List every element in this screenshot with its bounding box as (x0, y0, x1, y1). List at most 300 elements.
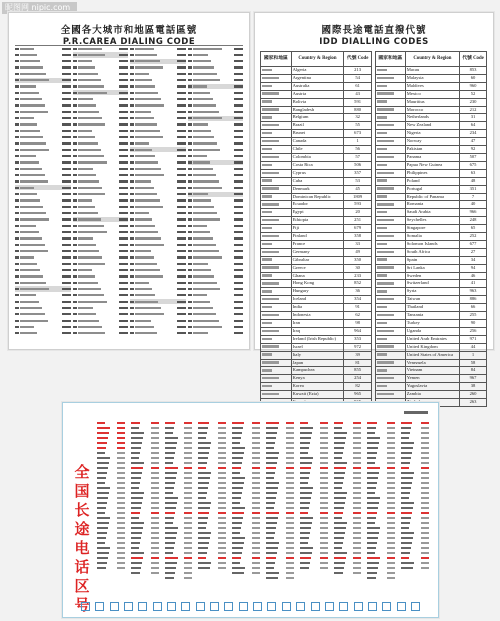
prc-row (73, 318, 129, 323)
idd-code: 230 (460, 98, 487, 106)
idd-row (261, 209, 372, 217)
idd-country-name: Mauritius (405, 98, 459, 106)
idd-row (261, 217, 372, 225)
idd-country-name: Philippines (405, 169, 459, 177)
idd-code: 256 (460, 327, 487, 335)
china-line (334, 541, 362, 545)
idd-cn-name (376, 225, 406, 233)
idd-country-name: Ghana (291, 272, 344, 280)
china-line (367, 541, 395, 545)
idd-code: 972 (344, 343, 372, 351)
china-line (401, 476, 429, 480)
china-line (401, 521, 429, 525)
idd-cn-name (376, 272, 406, 280)
prc-row (130, 78, 186, 83)
idd-country-name: Singapore (405, 225, 459, 233)
china-line (334, 521, 362, 525)
china-line (198, 551, 226, 555)
china-line (232, 566, 260, 570)
idd-code: 677 (460, 240, 487, 248)
idd-code: 965 (344, 391, 372, 399)
idd-row (261, 304, 372, 312)
china-line (401, 441, 429, 445)
china-line (131, 441, 159, 445)
idd-country-name: Venezuela (405, 359, 459, 367)
idd-cn-name (261, 169, 292, 177)
prc-row (130, 103, 186, 108)
china-line (131, 461, 159, 465)
china-line (334, 566, 362, 570)
postcode-box (138, 602, 147, 611)
china-line (266, 551, 294, 555)
china-line (198, 506, 226, 510)
prc-row (188, 154, 244, 159)
china-line (97, 481, 125, 485)
idd-row (376, 359, 487, 367)
prc-row (188, 147, 244, 152)
china-line (97, 521, 125, 525)
china-line (131, 426, 159, 430)
china-line (97, 531, 125, 535)
prc-row (15, 286, 71, 291)
idd-cn-name (261, 177, 292, 185)
china-line (266, 426, 294, 430)
prc-row (15, 84, 71, 89)
idd-cn-name (376, 90, 406, 98)
prc-row (130, 122, 186, 127)
china-line (266, 421, 294, 425)
china-line (131, 456, 159, 460)
idd-row (261, 106, 372, 114)
prc-row (188, 286, 244, 291)
china-line (131, 551, 159, 555)
postcode-box (124, 602, 133, 611)
idd-code: 967 (460, 375, 487, 383)
idd-code: 1 (344, 138, 372, 146)
china-line (334, 491, 362, 495)
prc-row (15, 318, 71, 323)
china-line (131, 486, 159, 490)
idd-country-name: Bolivia (291, 98, 344, 106)
prc-row (15, 261, 71, 266)
idd-row (376, 343, 487, 351)
prc-row (15, 211, 71, 216)
idd-code-card (254, 12, 494, 405)
idd-country-name: Chile (291, 146, 344, 154)
idd-country-name: Hungary (291, 288, 344, 296)
prc-row (73, 198, 129, 203)
idd-cn-name (261, 106, 292, 114)
idd-code: 39 (344, 351, 372, 359)
prc-row (188, 249, 244, 254)
china-line (97, 471, 125, 475)
china-line (232, 441, 260, 445)
prc-row (188, 280, 244, 285)
idd-cn-name (376, 233, 406, 241)
prc-row (188, 71, 244, 76)
china-line (334, 511, 362, 515)
china-line (367, 526, 395, 530)
prc-row (188, 223, 244, 228)
idd-row (376, 90, 487, 98)
china-line (300, 426, 328, 430)
china-line (97, 561, 125, 565)
idd-code: 1 (460, 351, 487, 359)
idd-row (261, 367, 372, 375)
china-line (165, 521, 193, 525)
idd-country-name: Macau (405, 67, 459, 75)
prc-row (73, 52, 129, 57)
china-line (232, 526, 260, 530)
prc-row (15, 97, 71, 102)
prc-row (130, 173, 186, 178)
idd-code: 1809 (344, 193, 372, 201)
prc-row (188, 141, 244, 146)
prc-row (15, 179, 71, 184)
prc-row (15, 122, 71, 127)
idd-row (376, 335, 487, 343)
idd-code: 507 (460, 153, 487, 161)
prc-title-en: P.R.CAREA DIALING CODE (62, 37, 196, 47)
idd-row (261, 320, 372, 328)
prc-row (15, 90, 71, 95)
china-line (334, 506, 362, 510)
idd-country-name: Somalia (405, 233, 459, 241)
idd-cn-name (376, 161, 406, 169)
idd-country-name: Republic of Panama (405, 193, 459, 201)
idd-cn-name (261, 312, 292, 320)
prc-row (15, 198, 71, 203)
china-line (401, 531, 429, 535)
idd-cn-name (376, 201, 406, 209)
idd-code: 52 (460, 90, 487, 98)
china-line (131, 566, 159, 570)
prc-row (15, 135, 71, 140)
china-line (198, 521, 226, 525)
prc-row (130, 59, 186, 64)
china-line (232, 496, 260, 500)
china-line (300, 566, 328, 570)
idd-row (376, 367, 487, 375)
china-line (300, 436, 328, 440)
idd-row (376, 74, 487, 82)
china-line (232, 456, 260, 460)
china-line (232, 421, 260, 425)
idd-country-name: France (291, 240, 344, 248)
prc-row (130, 236, 186, 241)
china-line (232, 431, 260, 435)
china-line (232, 531, 260, 535)
idd-header-en: Country & Region (405, 52, 459, 67)
china-column (367, 421, 395, 581)
china-line (300, 476, 328, 480)
china-line (266, 481, 294, 485)
idd-country-name: Portugal (405, 185, 459, 193)
china-line (367, 521, 395, 525)
china-line (97, 456, 125, 460)
idd-code: 212 (460, 106, 487, 114)
idd-cn-name (376, 264, 406, 272)
prc-row (15, 166, 71, 171)
china-line (300, 541, 328, 545)
idd-row (261, 335, 372, 343)
idd-row (261, 193, 372, 201)
china-line (131, 476, 159, 480)
china-line (401, 536, 429, 540)
idd-country-name: Sri Lanka (405, 264, 459, 272)
china-line (300, 481, 328, 485)
idd-code: 82 (344, 383, 372, 391)
idd-cn-name (261, 74, 292, 82)
idd-code: 263 (460, 399, 487, 407)
prc-row (15, 185, 71, 190)
prc-row (188, 90, 244, 95)
idd-cn-name (376, 114, 406, 122)
prc-row (188, 324, 244, 329)
idd-row (376, 98, 487, 106)
idd-cn-name (261, 343, 292, 351)
china-line (97, 506, 125, 510)
idd-row (261, 130, 372, 138)
china-line (165, 421, 193, 425)
prc-row (130, 185, 186, 190)
idd-cn-name (261, 82, 292, 90)
china-line (97, 516, 125, 520)
postcode-box (210, 602, 219, 611)
idd-code: 61 (344, 82, 372, 90)
idd-cn-name (376, 185, 406, 193)
prc-row (73, 324, 129, 329)
china-line (334, 426, 362, 430)
idd-country-name: Norway (405, 138, 459, 146)
china-line (131, 506, 159, 510)
prc-row (73, 154, 129, 159)
china-line (367, 436, 395, 440)
idd-cn-name (376, 304, 406, 312)
idd-country-name: Ethiopia (291, 217, 344, 225)
idd-code: 98 (344, 320, 372, 328)
prc-row (130, 211, 186, 216)
idd-country-name: Finland (291, 233, 344, 241)
idd-country-name: Thailand (405, 304, 459, 312)
prc-row (73, 286, 129, 291)
prc-row (73, 211, 129, 216)
china-line (97, 551, 125, 555)
idd-country-name: Korea (291, 383, 344, 391)
idd-row (261, 153, 372, 161)
idd-code: 964 (344, 327, 372, 335)
postcode-box (368, 602, 377, 611)
china-column (300, 421, 328, 581)
prc-row (73, 293, 129, 298)
china-line (165, 456, 193, 460)
china-line (266, 496, 294, 500)
idd-cn-name (261, 201, 292, 209)
idd-country-name: Romania (405, 201, 459, 209)
china-line (165, 506, 193, 510)
china-line (131, 501, 159, 505)
china-line (367, 561, 395, 565)
china-line (367, 471, 395, 475)
prc-row (188, 103, 244, 108)
idd-code: 260 (460, 391, 487, 399)
china-line (401, 501, 429, 505)
prc-row (130, 217, 186, 222)
china-line (367, 451, 395, 455)
china-line (131, 436, 159, 440)
china-line (232, 511, 260, 515)
china-line (131, 526, 159, 530)
idd-row (261, 312, 372, 320)
prc-row (15, 65, 71, 70)
idd-row (376, 391, 487, 399)
china-line (334, 551, 362, 555)
idd-cn-name (261, 256, 292, 264)
idd-cn-name (261, 98, 292, 106)
prc-row (15, 230, 71, 235)
china-line (300, 491, 328, 495)
idd-code: 886 (460, 296, 487, 304)
china-line (97, 431, 125, 435)
idd-country-name: Papua New Guinea (405, 161, 459, 169)
prc-row (130, 299, 186, 304)
china-line (131, 491, 159, 495)
idd-code: 66 (460, 304, 487, 312)
idd-row (376, 193, 487, 201)
idd-country-name: Hong Kong (291, 280, 344, 288)
china-line (232, 571, 260, 575)
postcode-box (282, 602, 291, 611)
idd-cn-name (376, 217, 406, 225)
china-line (266, 476, 294, 480)
idd-cn-name (376, 138, 406, 146)
prc-row (130, 97, 186, 102)
prc-row (188, 299, 244, 304)
idd-code: 40 (460, 201, 487, 209)
prc-row (73, 97, 129, 102)
prc-row (130, 52, 186, 57)
china-line (300, 531, 328, 535)
china-line (334, 531, 362, 535)
prc-row (188, 122, 244, 127)
china-line (334, 456, 362, 460)
idd-cn-name (261, 248, 292, 256)
china-line (165, 481, 193, 485)
china-line (198, 546, 226, 550)
idd-cn-name (376, 122, 406, 130)
idd-row (261, 98, 372, 106)
china-line (97, 501, 125, 505)
idd-code: 56 (344, 146, 372, 154)
prc-row (130, 160, 186, 165)
idd-row (376, 153, 487, 161)
idd-country-name: Cuba (291, 177, 344, 185)
china-line (401, 426, 429, 430)
idd-row (376, 67, 487, 75)
prc-row (188, 173, 244, 178)
idd-cn-name (261, 327, 292, 335)
postcode-box (339, 602, 348, 611)
idd-code: 47 (460, 138, 487, 146)
prc-row (15, 52, 71, 57)
china-line (232, 461, 260, 465)
china-line (232, 426, 260, 430)
china-line (300, 441, 328, 445)
prc-row (130, 204, 186, 209)
china-line (367, 536, 395, 540)
china-line (401, 421, 429, 425)
idd-code: 357 (344, 169, 372, 177)
china-line (266, 486, 294, 490)
prc-row (73, 249, 129, 254)
idd-title-cn: 國際長途電話直撥代號 (321, 25, 427, 36)
idd-country-name: Malaysia (405, 74, 459, 82)
prc-row (73, 166, 129, 171)
china-line (165, 461, 193, 465)
prc-row (15, 46, 71, 51)
china-line (334, 431, 362, 435)
prc-row (15, 324, 71, 329)
china-line (266, 536, 294, 540)
idd-row (376, 248, 487, 256)
china-line (300, 451, 328, 455)
china-line (266, 501, 294, 505)
postcode-box (239, 602, 248, 611)
idd-cn-name (261, 209, 292, 217)
china-line (334, 481, 362, 485)
china-line (300, 446, 328, 450)
china-line (300, 551, 328, 555)
idd-cn-name (261, 130, 292, 138)
idd-country-name: Ireland (Irish Republic) (291, 335, 344, 343)
china-column (401, 421, 429, 581)
idd-country-name: Saudi Arabia (405, 209, 459, 217)
idd-code: 64 (460, 122, 487, 130)
idd-code: 44 (460, 343, 487, 351)
idd-header-code: 代號 Code (460, 52, 487, 67)
idd-row (376, 288, 487, 296)
china-line (367, 511, 395, 515)
china-line (165, 531, 193, 535)
prc-row (15, 255, 71, 260)
idd-country-name: Australia (291, 82, 344, 90)
idd-country-name: Turkey (405, 320, 459, 328)
prc-row (188, 192, 244, 197)
china-line (131, 471, 159, 475)
idd-country-name: Seychelles (405, 217, 459, 225)
prc-row (73, 312, 129, 317)
idd-row (376, 256, 487, 264)
idd-code: 38 (460, 383, 487, 391)
idd-code: 593 (344, 201, 372, 209)
china-line (300, 511, 328, 515)
china-line (300, 496, 328, 500)
prc-row (130, 198, 186, 203)
china-line (401, 451, 429, 455)
china-line (334, 421, 362, 425)
china-line (334, 486, 362, 490)
idd-cn-name (376, 248, 406, 256)
idd-country-name: Vietnam (405, 367, 459, 375)
china-line (266, 466, 294, 470)
prc-row (130, 223, 186, 228)
prc-row (188, 65, 244, 70)
postcode-box (311, 602, 320, 611)
china-line (131, 431, 159, 435)
idd-code: 675 (460, 161, 487, 169)
idd-cn-name (261, 225, 292, 233)
china-line (334, 546, 362, 550)
